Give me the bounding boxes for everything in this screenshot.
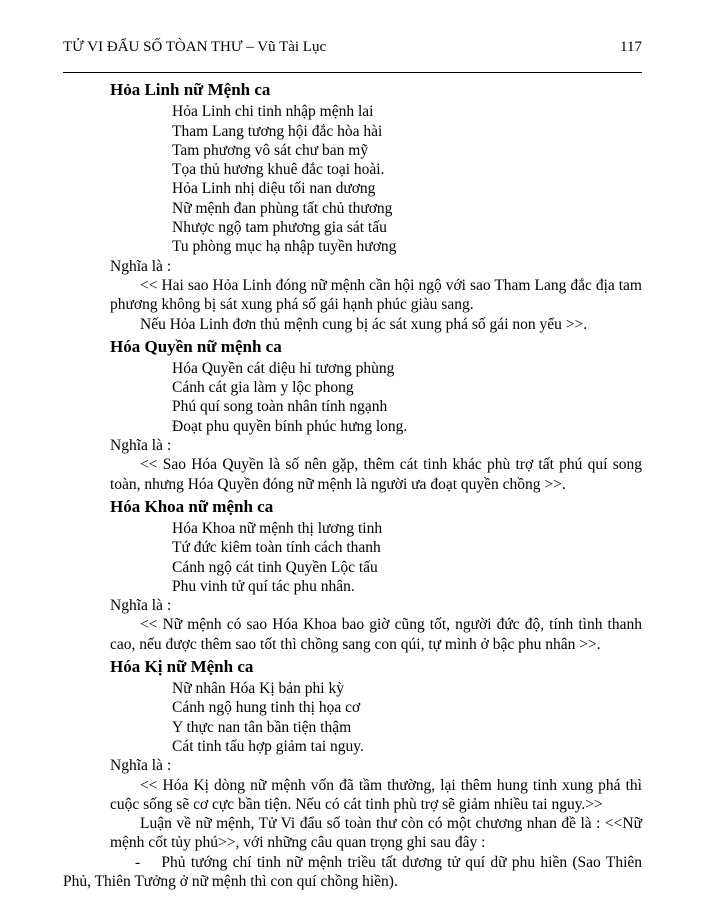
verse-line: Tu phòng mục hạ nhập tuyền hương [172,238,397,256]
section-hoa-khoa [110,497,642,654]
section-heading: Hóa Khoa nữ mệnh ca [110,496,274,516]
section-heading: Hóa Kị nữ Mệnh ca [110,657,254,677]
verse-line: Y thực nan tân bần tiện thậm [172,718,352,736]
verse-line: Phú quí song toàn nhân tính ngạnh [172,398,388,416]
section-heading: Hóa Quyền nữ mệnh ca [110,336,282,356]
verse-line: Nữ mệnh đan phùng tất chủ thương [172,199,393,217]
meaning-label: Nghĩa là : [110,597,172,615]
section-hoa-quyen [110,337,642,494]
verse-line: Nữ nhân Hóa Kị bản phi kỳ [172,680,344,698]
meaning-label: Nghĩa là : [110,257,172,275]
page-header [63,38,642,57]
verse-line: Hỏa Linh chi tinh nhập mệnh lai [172,103,374,121]
verse-line: Cánh ngộ cát tinh Quyền Lộc tấu [172,558,378,576]
header-rule [63,72,642,73]
meaning-paragraph: Nếu Hỏa Linh đơn thủ mệnh cung bị ác sát xung phá số gái non yểu >>. [140,315,588,333]
verse-line: Tham Lang tương hội đắc hòa hài [172,122,383,140]
closing-paragraph: - Phủ tướng chí tinh nữ mệnh triều tất dương tử quí dữ phu hiền (Sao Thiên Phủ, Thiên Tưởng ở nữ mệnh thì con quí chồng hiền). [63,853,642,890]
verse-line: Phu vinh tử quí tác phu nhân. [172,577,355,595]
verse-line: Cánh cát gia làm y lộc phong [172,379,354,397]
section-heading: Hỏa Linh nữ Mệnh ca [110,80,271,100]
verse-line: Nhược ngộ tam phương gia sát tấu [172,219,387,237]
verse-line: Tọa thủ hương khuê đắc toại hoài. [172,161,385,179]
verse-block [172,359,642,436]
meaning-label: Nghĩa là : [110,437,172,455]
meaning-paragraph: << Hóa Kị dòng nữ mệnh vốn đã tầm thường, lại thêm hung tinh xung phá thì cuộc sống sẽ cơ cực bần tiện. Nếu có cát tinh phù trợ sẽ giảm nhiều tai nguy.>> [110,776,642,813]
running-title: TỬ VI ĐẨU SỐ TÒAN THƯ – Vũ Tài Lục [63,39,327,55]
meaning-paragraph: << Hai sao Hỏa Linh đóng nữ mệnh cần hội ngộ với sao Tham Lang đắc địa tam phương không bị sát xung phá số gái hạnh phúc giàu sang. [110,276,642,314]
verse-line: Hỏa Linh nhị diệu tối nan dương [172,180,376,198]
verse-line: Tam phương vô sát chư ban mỹ [172,141,369,159]
closing-paragraph: Luận về nữ mệnh, Tử Vi đẩu số toàn thư còn có một chương nhan đề là : <<Nữ mệnh cốt tủy phú>>, với những câu quan trọng ghi sau đây : [110,815,642,852]
verse-line: Hóa Quyền cát diệu hỉ tương phùng [172,359,395,377]
verse-line: Tứ đức kiêm toàn tính cách thanh [172,539,381,557]
verse-block [172,519,642,596]
meaning-label: Nghĩa là : [110,757,172,775]
page-content [63,80,642,891]
meaning-paragraph: << Sao Hóa Quyền là số nên gặp, thêm cát tinh khác phù trợ tất phú quí song toàn, nhưng Hóa Quyền đóng nữ mệnh là người ưa đoạt quyền chồng >>. [110,456,642,493]
section-hoa-ki [110,657,642,814]
verse-block [172,679,642,756]
section-hoa-linh [110,80,642,334]
verse-block [172,102,642,256]
page-number: 117 [620,39,642,55]
verse-line: Hóa Khoa nữ mệnh thị lương tinh [172,519,383,537]
verse-line: Cát tinh tấu hợp giảm tai nguy. [172,737,364,755]
meaning-paragraph: << Nữ mệnh có sao Hóa Khoa bao giờ cũng tốt, người đức độ, tính tình thanh cao, nếu được thêm sao tốt thì chồng sang con qúi, tự mình ở bậc phu nhân >>. [110,616,642,653]
verse-line: Cánh ngộ hung tinh thị họa cơ [172,699,361,717]
verse-line: Đoạt phu quyền bính phúc hưng long. [172,417,408,435]
closing-block [63,814,642,891]
